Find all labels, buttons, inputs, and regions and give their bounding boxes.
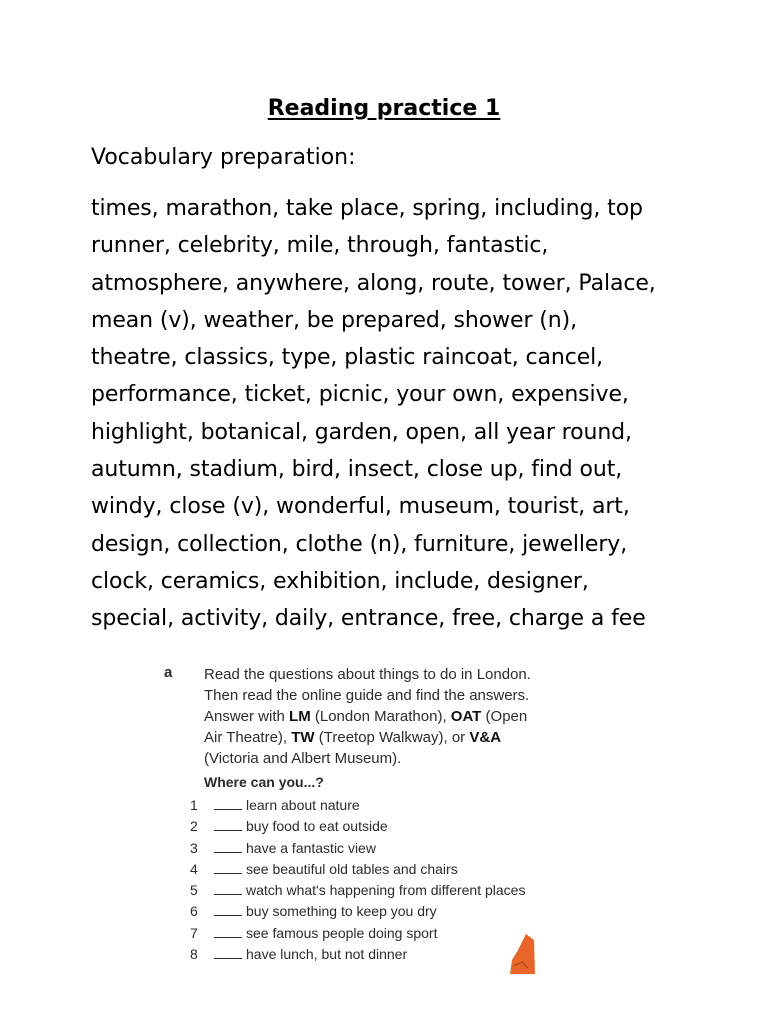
item-text: have a fantastic view — [246, 839, 376, 856]
item-number: 4 — [190, 860, 198, 877]
vocab-line: runner, celebrity, mile, through, fantastic, — [91, 233, 549, 259]
item-number: 6 — [190, 903, 198, 920]
list-item — [190, 859, 570, 880]
list-item — [190, 901, 570, 922]
vocabulary-heading: Vocabulary preparation: — [91, 145, 356, 170]
item-number: 7 — [190, 924, 198, 941]
abbr-oat: OAT — [450, 708, 482, 725]
answer-blank[interactable] — [214, 860, 242, 874]
page-title: Reading practice 1 — [267, 96, 501, 121]
item-text: see famous people doing sport — [246, 924, 438, 941]
instruction-line — [204, 706, 574, 727]
vocab-line: highlight, botanical, garden, open, all year round, — [91, 419, 632, 445]
answer-blank[interactable] — [214, 881, 242, 895]
answer-blank[interactable] — [214, 902, 242, 916]
answer-blank[interactable] — [214, 839, 242, 853]
question-heading: Where can you...? — [204, 774, 324, 790]
item-text: watch what's happening from different places — [246, 882, 526, 899]
vocab-line: times, marathon, take place, spring, including, top — [91, 196, 643, 221]
item-number: 2 — [190, 818, 198, 835]
list-item — [190, 795, 570, 816]
item-text: have lunch, but not dinner — [246, 946, 408, 963]
abbr-tw: TW — [291, 729, 315, 746]
exercise-instructions — [204, 664, 574, 769]
vocab-line: autumn, stadium, bird, insect, close up, find out, — [91, 457, 623, 483]
item-number: 5 — [190, 882, 198, 899]
answer-blank[interactable] — [214, 924, 242, 938]
answer-blank[interactable] — [214, 817, 242, 831]
vocab-line: theatre, classics, type, plastic raincoat, cancel, — [91, 345, 604, 371]
instruction-text: (Treetop Walkway), or — [314, 729, 470, 746]
instruction-text: Air Theatre), — [204, 729, 292, 746]
answer-blank[interactable] — [214, 796, 242, 810]
instruction-line: (Victoria and Albert Museum). — [204, 750, 402, 767]
exercise-letter: a — [164, 664, 173, 681]
item-text: see beautiful old tables and chairs — [246, 860, 458, 877]
instruction-text: (London Marathon), — [310, 708, 451, 725]
item-text: learn about nature — [246, 797, 360, 813]
answer-blank[interactable] — [214, 945, 242, 959]
instruction-line — [204, 727, 574, 748]
vocab-line: atmosphere, anywhere, along, route, tower, Palace, — [91, 270, 656, 296]
abbr-va: V&A — [469, 729, 502, 746]
abbr-lm: LM — [289, 708, 311, 725]
vocab-line: windy, close (v), wonderful, museum, tourist, art, — [91, 494, 630, 520]
item-text: buy food to eat outside — [246, 818, 388, 835]
vocab-line: performance, ticket, picnic, your own, expensive, — [91, 382, 629, 408]
vocab-line: clock, ceramics, exhibition, include, designer, — [91, 568, 589, 594]
instruction-text: (Open — [481, 708, 528, 725]
list-item — [190, 816, 570, 837]
vocab-line: design, collection, clothe (n), furniture, jewellery, — [91, 531, 628, 557]
instruction-text: Answer with — [204, 708, 290, 725]
item-number: 8 — [190, 946, 198, 963]
instruction-line: Read the questions about things to do in London. — [204, 666, 531, 683]
list-item — [190, 880, 570, 901]
item-text: buy something to keep you dry — [246, 903, 437, 920]
exercise-clipping — [160, 662, 570, 974]
instruction-line: Then read the online guide and find the answers. — [204, 687, 530, 704]
orange-decoration-shape — [508, 932, 536, 974]
item-number: 3 — [190, 839, 198, 856]
vocab-line: mean (v), weather, be prepared, shower (n), — [91, 307, 577, 333]
vocabulary-list — [91, 190, 691, 638]
list-item — [190, 838, 570, 859]
item-number: 1 — [190, 797, 198, 813]
vocab-line: special, activity, daily, entrance, free, charge a fee — [91, 606, 646, 632]
